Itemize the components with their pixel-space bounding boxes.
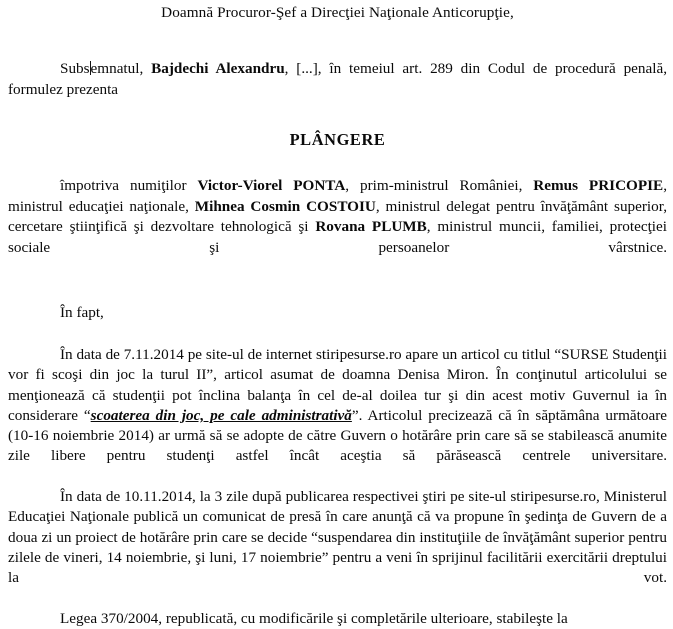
addressee-heading: Doamnă Procuror-Şef a Direcţiei Naţionale Anticorupţie, (161, 4, 514, 21)
body-p1-segment-2: ”. Articolul precizează că în săptămâna următoare (10-16 noiembrie 2014) ar urmă să se adopte de către Guvern o hotărâre prin care să se stabilească anumite zile libere pentru studenţi astfel încât aceştia să părăsească centrele universitare. (8, 406, 667, 465)
section-heading-in-fapt: În fapt, (60, 303, 104, 321)
body-p1-segment-1: În data de 7.11.2014 pe site-ul de internet stiripesurse.ro apare un articol cu titlul “SURSE Studenţii vor fi scoşi din joc la turul II”, articol asumat de doamna Denisa Miron. În conţinutul articolului se menţionează că studenţii pot înclina balanţa în cel de-al doilea tur şi din acest motiv Guvernul ia în considerare “ (8, 346, 667, 424)
spacer (8, 150, 667, 176)
accused-role-1: , prim-ministrul României, (345, 177, 534, 194)
spacer (8, 323, 667, 345)
spacer (8, 279, 667, 303)
accused-role-3: , ministrul delegat pentru învăţământ superior, cercetare ştiinţifică şi dezvoltare tehnologică şi (8, 197, 667, 235)
complainant-name: Bajdechi Alexandru (151, 60, 285, 77)
accused-name-1: Victor-Viorel PONTA (197, 177, 346, 194)
accused-name-3: Mihnea Cosmin COSTOIU (194, 197, 376, 215)
body-p1-emphasis: scoaterea din joc, pe cale administrativă (90, 406, 352, 424)
accused-role-4: , ministrul muncii, familiei, protecţiei sociale şi persoanelor vârstnice. (8, 218, 667, 256)
accused-name-4: Rovana PLUMB (315, 218, 427, 235)
complainant-intro-paragraph (8, 59, 667, 100)
accused-parties-paragraph (8, 176, 667, 279)
accused-role-2: , ministrul educaţiei naţionale, (8, 177, 667, 215)
body-paragraph-2: În data de 10.11.2014, la 3 zile după publicarea respectivei ştiri pe site-ul stiripesurse.ro, Ministerul Educaţiei Naţionale publică un comunicat de presă în care anunţă că va propune în şedinţa de Guvern de a doua zi un proiect de hotărâre prin care se decide “suspendarea din instituţiile de învăţământ superior pentru zilele de vineri, 14 noiembrie, şi luni, 17 noiembrie” pentru a veni în sprijinul facilitării exercitării dreptului la vot. (8, 488, 667, 587)
spacer (8, 100, 667, 130)
spacer (8, 23, 667, 59)
body-paragraph-1 (8, 345, 667, 487)
accused-prefix: împotriva numiţilor (60, 177, 198, 194)
intro-rest: , [...], în temeiul art. 289 din Codul de procedură penală, formulez prezenta (8, 60, 667, 98)
document-title: PLÂNGERE (289, 130, 386, 149)
body-paragraph-3: Legea 370/2004, republicată, cu modificările şi completările ulterioare, stabileşte la (60, 609, 568, 627)
intro-lead-after-caret: emnatul, (90, 60, 152, 77)
intro-lead-before-caret: Subs (60, 60, 90, 77)
accused-name-2: Remus PRICOPIE (533, 177, 664, 194)
